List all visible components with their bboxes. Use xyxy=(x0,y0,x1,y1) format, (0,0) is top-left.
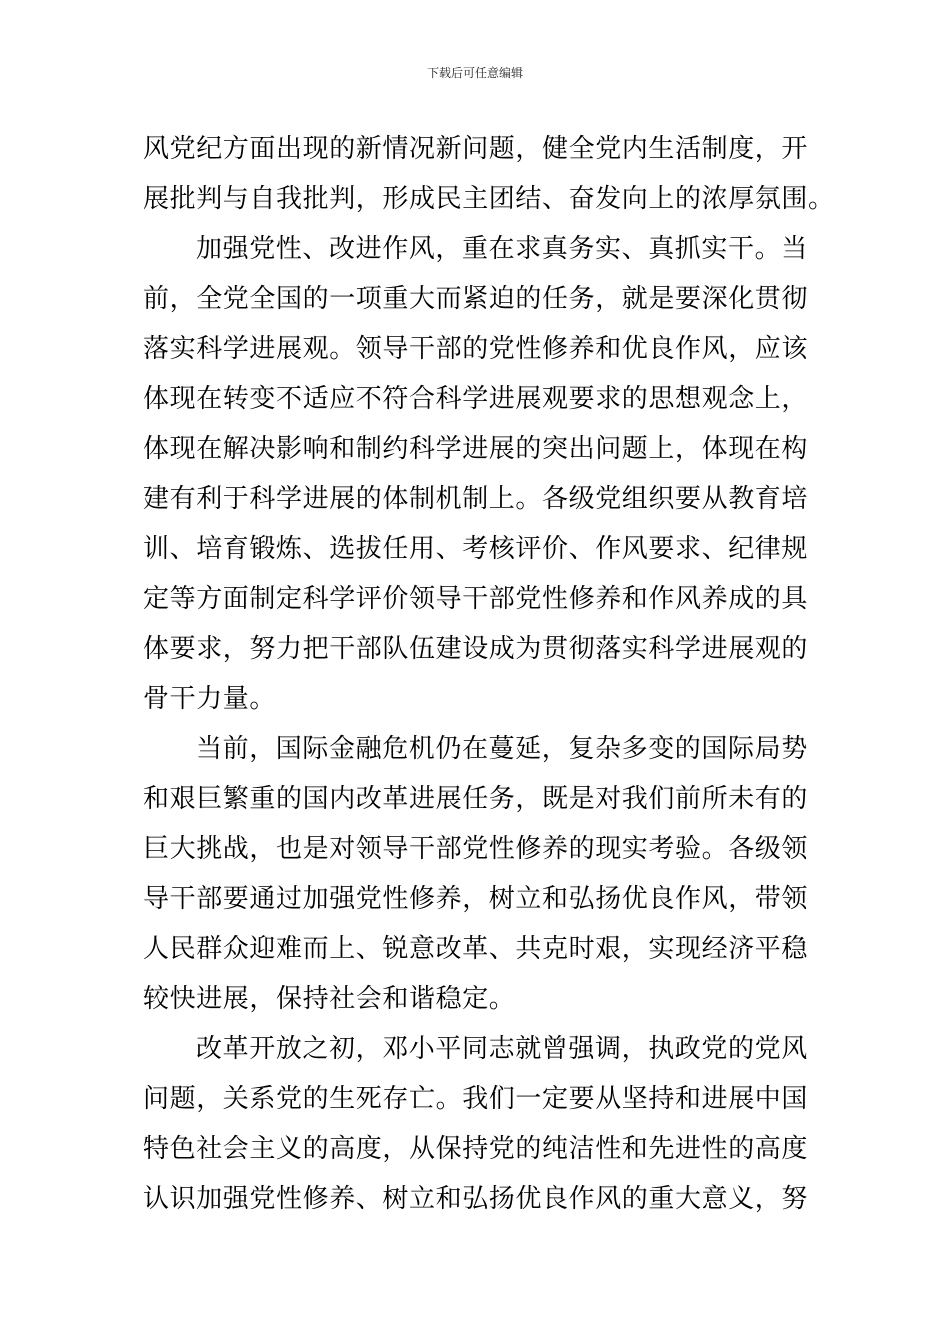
text-line: 定等方面制定科学评价领导干部党性修养和作风养成的具 xyxy=(143,584,809,614)
text-line: 改革开放之初，邓小平同志就曾强调，执政党的党风 xyxy=(196,1034,808,1064)
text-line: 人民群众迎难而上、锐意改革、共克时艰，实现经济平稳 xyxy=(143,934,809,964)
text-line: 加强党性、改进作风，重在求真务实、真抓实干。当 xyxy=(196,234,808,264)
text-line: 巨大挑战，也是对领导干部党性修养的现实考验。各级领 xyxy=(143,834,809,864)
text-line: 骨干力量。 xyxy=(143,684,277,714)
document-body xyxy=(143,124,835,1224)
text-line: 当前，国际金融危机仍在蔓延，复杂多变的国际局势 xyxy=(196,734,808,764)
text-line: 导干部要通过加强党性修养，树立和弘扬优良作风，带领 xyxy=(143,884,809,914)
text-line: 特色社会主义的高度，从保持党的纯洁性和先进性的高度 xyxy=(143,1134,809,1164)
text-line: 较快进展，保持社会和谐稳定。 xyxy=(143,984,516,1014)
text-line: 展批判与自我批判，形成民主团结、奋发向上的浓厚氛围。 xyxy=(143,184,835,214)
text-line: 训、培育锻炼、选拔任用、考核评价、作风要求、纪律规 xyxy=(143,534,809,564)
text-line: 体要求，努力把干部队伍建设成为贯彻落实科学进展观的 xyxy=(143,634,809,664)
text-line: 认识加强党性修养、树立和弘扬优良作风的重大意义，努 xyxy=(143,1184,809,1214)
text-line: 落实科学进展观。领导干部的党性修养和优良作风，应该 xyxy=(143,334,809,364)
text-line: 问题，关系党的生死存亡。我们一定要从坚持和进展中国 xyxy=(143,1084,809,1114)
text-line: 前，全党全国的一项重大而紧迫的任务，就是要深化贯彻 xyxy=(143,284,809,314)
text-line: 建有利于科学进展的体制机制上。各级党组织要从教育培 xyxy=(143,484,809,514)
text-line: 风党纪方面出现的新情况新问题，健全党内生活制度，开 xyxy=(143,134,809,164)
text-line: 和艰巨繁重的国内改革进展任务，既是对我们前所未有的 xyxy=(143,784,809,814)
page-header: 下载后可任意编辑 xyxy=(426,66,523,80)
text-line: 体现在解决影响和制约科学进展的突出问题上，体现在构 xyxy=(143,434,809,464)
text-line: 体现在转变不适应不符合科学进展观要求的思想观念上， xyxy=(143,384,809,414)
